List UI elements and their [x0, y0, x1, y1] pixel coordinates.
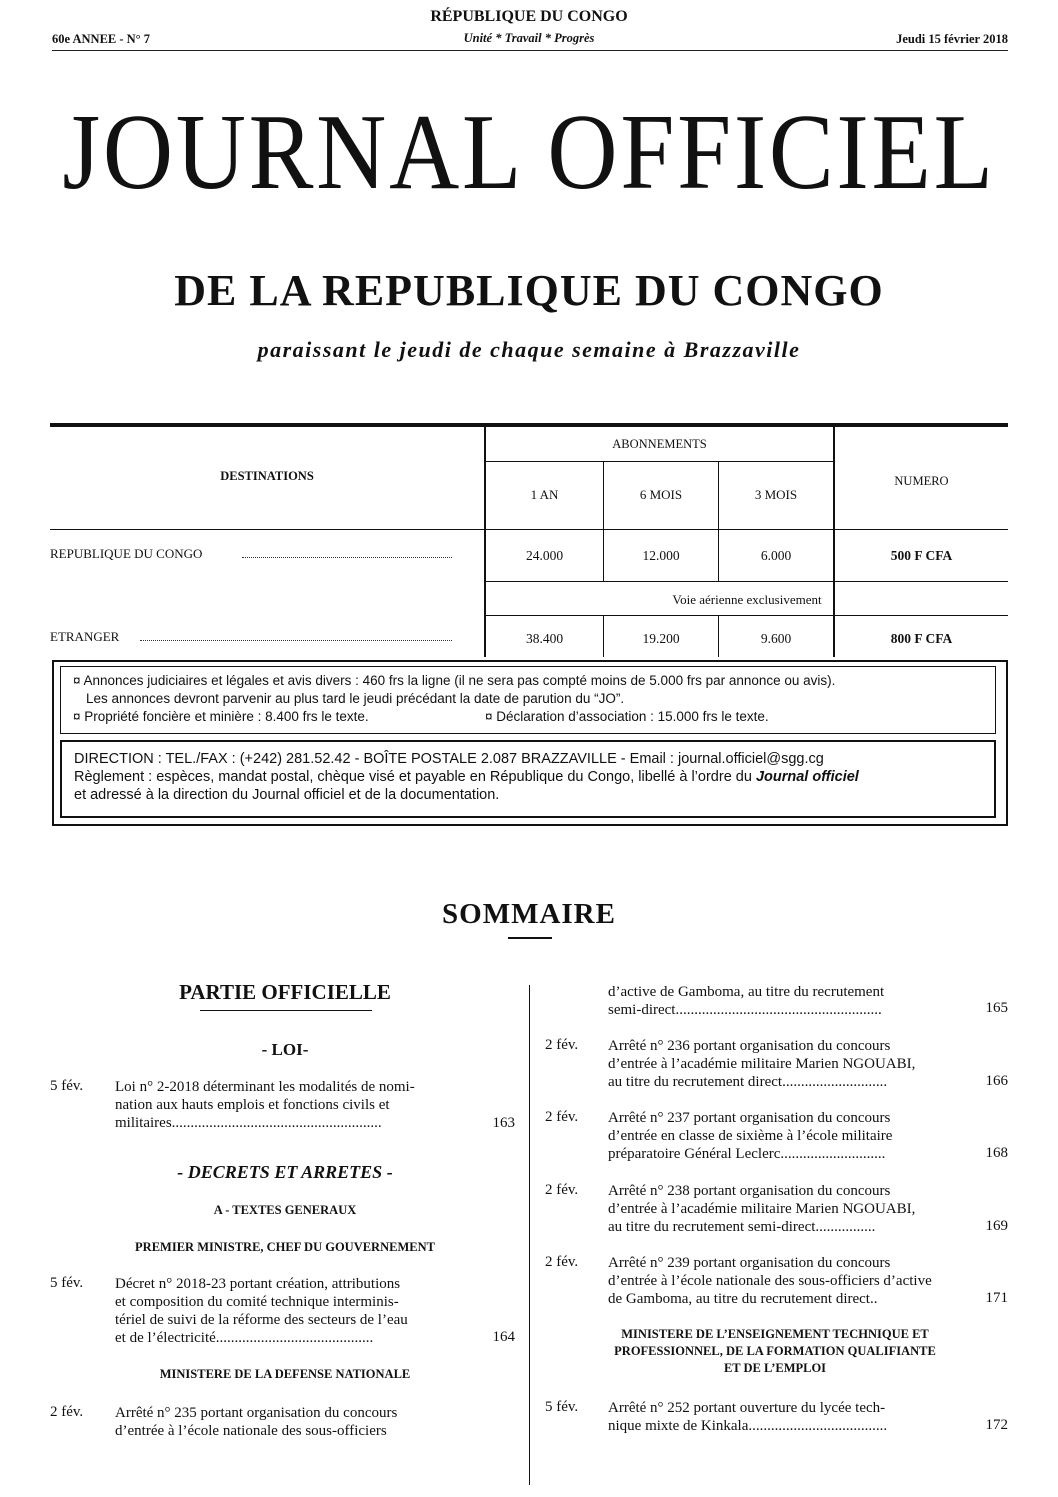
numero-price: 800 F CFA — [890, 631, 953, 646]
notice-line: Les annonces devront parvenir au plus tard le jeudi précédant la date de parution du “JO”. — [86, 691, 625, 706]
entry-line: tériel de suivi de la réforme des secteurs de l’eau — [115, 1312, 408, 1328]
entry-page: 164 — [492, 1329, 515, 1345]
ministry-line: MINISTERE DE L’ENSEIGNEMENT TECHNIQUE ET — [621, 1327, 929, 1341]
notice-line: ¤ Déclaration d’association : 15.000 frs le texte. — [485, 709, 769, 724]
dot-leader — [140, 640, 452, 641]
national-motto: Unité * Travail * Progrès — [463, 31, 595, 45]
entry-line: au titre du recrutement direct............................ — [608, 1074, 888, 1090]
entry-text — [608, 1109, 892, 1163]
entry-date: 5 fév. — [50, 1275, 84, 1291]
entry-page: 165 — [985, 1000, 1008, 1016]
issue-date: Jeudi 15 février 2018 — [896, 32, 1008, 46]
entry-date: 2 fév. — [545, 1037, 579, 1053]
entry-text — [115, 1275, 408, 1347]
entry-page: 172 — [985, 1417, 1008, 1433]
entry-line: d’entrée en classe de sixième à l’école militaire — [608, 1128, 893, 1144]
price-cell: 6.000 — [760, 548, 792, 563]
entry-date: 2 fév. — [545, 1109, 579, 1125]
table-row-rule — [484, 461, 833, 462]
entry-line: au titre du recrutement semi-direct................ — [608, 1219, 876, 1235]
edition-number: 60e ANNEE - N° 7 — [52, 32, 151, 46]
payment-text: Règlement : espèces, mandat postal, chèque visé et payable en République du Congo, libellé à l’ordre du — [74, 769, 756, 785]
payment-payee: Journal officiel — [755, 769, 859, 785]
price-cell: 12.000 — [642, 548, 680, 563]
direction-contact: DIRECTION : TEL./FAX : (+242) 281.52.42 - BOÎTE POSTALE 2.087 BRAZZAVILLE - Email : journal.officiel@sgg.cg — [74, 751, 824, 767]
notice-line: ¤ Annonces judiciaires et légales et avis divers : 460 frs la ligne (il ne sera pas compté moins de 5.000 frs par annonce ou avis). — [73, 673, 836, 688]
period-header: 3 MOIS — [754, 487, 798, 502]
abonnements-header: ABONNEMENTS — [612, 437, 707, 451]
masthead-tagline: paraissant le jeudi de chaque semaine à Brazzaville — [257, 337, 801, 362]
header-rule — [52, 50, 1008, 51]
entry-line: Arrêté n° 236 portant organisation du concours — [608, 1038, 891, 1054]
column-divider — [529, 985, 530, 1485]
entry-line: semi-direct....................................................... — [608, 1002, 882, 1018]
decrets-title: - DECRETS ET ARRETES - — [177, 1162, 393, 1182]
sommaire-rule — [508, 937, 552, 939]
entry-page: 166 — [985, 1073, 1008, 1089]
entry-page: 171 — [985, 1290, 1008, 1306]
entry-line: Arrêté n° 252 portant ouverture du lycée tech- — [608, 1400, 886, 1416]
dot-leader — [242, 557, 452, 558]
notice-line: ¤ Propriété foncière et minière : 8.400 frs le texte. — [73, 709, 369, 724]
entry-page: 169 — [985, 1218, 1008, 1234]
section-rule — [200, 1010, 372, 1011]
table-divider — [833, 427, 835, 657]
entry-line: militaires........................................................ — [115, 1115, 382, 1131]
entry-date: 2 fév. — [545, 1254, 579, 1270]
partie-officielle-title: PARTIE OFFICIELLE — [179, 980, 391, 1004]
entry-line: Loi n° 2-2018 déterminant les modalités de nomi- — [115, 1079, 415, 1095]
entry-text — [115, 1404, 397, 1440]
entry-line: d’entrée à l’école nationale des sous-officiers d’active — [608, 1273, 932, 1289]
entry-line: d’entrée à l’académie militaire Marien NGOUABI, — [608, 1056, 916, 1072]
table-top-rule — [50, 423, 1008, 427]
entry-date: 2 fév. — [50, 1404, 84, 1420]
numero-price: 500 F CFA — [890, 548, 953, 563]
premier-ministre-title: PREMIER MINISTRE, CHEF DU GOUVERNEMENT — [135, 1240, 435, 1254]
entry-text — [608, 1254, 932, 1308]
entry-line: d’active de Gamboma, au titre du recrutement — [608, 984, 885, 1000]
entry-date: 5 fév. — [545, 1399, 579, 1415]
payment-info — [74, 769, 859, 785]
table-row-rule — [484, 615, 1008, 616]
entry-line: et de l’électricité.......................................... — [115, 1330, 374, 1346]
entry-line: nation aux hauts emplois et fonctions civils et — [115, 1097, 390, 1113]
price-cell: 19.200 — [642, 631, 680, 646]
entry-line: nique mixte de Kinkala..................................... — [608, 1418, 888, 1434]
payment-address: et adressé à la direction du Journal officiel et de la documentation. — [74, 787, 500, 803]
textes-generaux-title: A - TEXTES GENERAUX — [213, 1203, 357, 1217]
entry-page: 163 — [492, 1115, 515, 1131]
defense-title: MINISTERE DE LA DEFENSE NATIONALE — [159, 1367, 411, 1381]
entry-text — [608, 1182, 915, 1236]
entry-line: Arrêté n° 239 portant organisation du concours — [608, 1255, 891, 1271]
table-mid-rule — [50, 529, 1008, 530]
destination-congo: REPUBLIQUE DU CONGO — [50, 546, 203, 561]
entry-line: Arrêté n° 235 portant organisation du concours — [115, 1405, 398, 1421]
ministry-line: PROFESSIONNEL, DE LA FORMATION QUALIFIANTE — [614, 1344, 936, 1358]
masthead-title: JOURNAL OFFICIEL — [62, 93, 996, 212]
entry-line: préparatoire Général Leclerc............................ — [608, 1146, 886, 1162]
entry-line: d’entrée à l’académie militaire Marien NGOUABI, — [608, 1201, 916, 1217]
price-cell: 24.000 — [525, 548, 564, 563]
sommaire-title: SOMMAIRE — [442, 898, 616, 930]
entry-line: Arrêté n° 237 portant organisation du concours — [608, 1110, 891, 1126]
entry-text — [608, 983, 884, 1019]
price-cell: 9.600 — [760, 631, 792, 646]
entry-page: 168 — [985, 1145, 1008, 1161]
country-header: RÉPUBLIQUE DU CONGO — [430, 8, 628, 25]
entry-line: Arrêté n° 238 portant organisation du concours — [608, 1183, 891, 1199]
enseignement-ministry-title — [540, 1326, 1010, 1377]
air-note: Voie aérienne exclusivement — [672, 592, 822, 607]
ministry-line: ET DE L’EMPLOI — [723, 1361, 827, 1375]
entry-date: 2 fév. — [545, 1182, 579, 1198]
destinations-header: DESTINATIONS — [220, 469, 314, 483]
entry-text — [608, 1399, 887, 1435]
masthead-subtitle: DE LA REPUBLIQUE DU CONGO — [174, 266, 884, 315]
entry-line: Décret n° 2018-23 portant création, attributions — [115, 1276, 401, 1292]
entry-line: d’entrée à l’école nationale des sous-officiers — [115, 1423, 387, 1439]
numero-header: NUMERO — [894, 474, 949, 488]
period-header: 6 MOIS — [639, 487, 683, 502]
destination-etranger: ETRANGER — [50, 629, 120, 644]
entry-line: et composition du comité technique interminis- — [115, 1294, 399, 1310]
entry-text — [608, 1037, 915, 1091]
entry-text — [115, 1078, 415, 1132]
table-row-rule — [484, 581, 1008, 582]
entry-line: de Gamboma, au titre du recrutement direct.. — [608, 1291, 878, 1307]
loi-title: - LOI- — [261, 1040, 309, 1059]
price-cell: 38.400 — [525, 631, 564, 646]
period-header: 1 AN — [530, 487, 559, 502]
entry-date: 5 fév. — [50, 1078, 84, 1094]
